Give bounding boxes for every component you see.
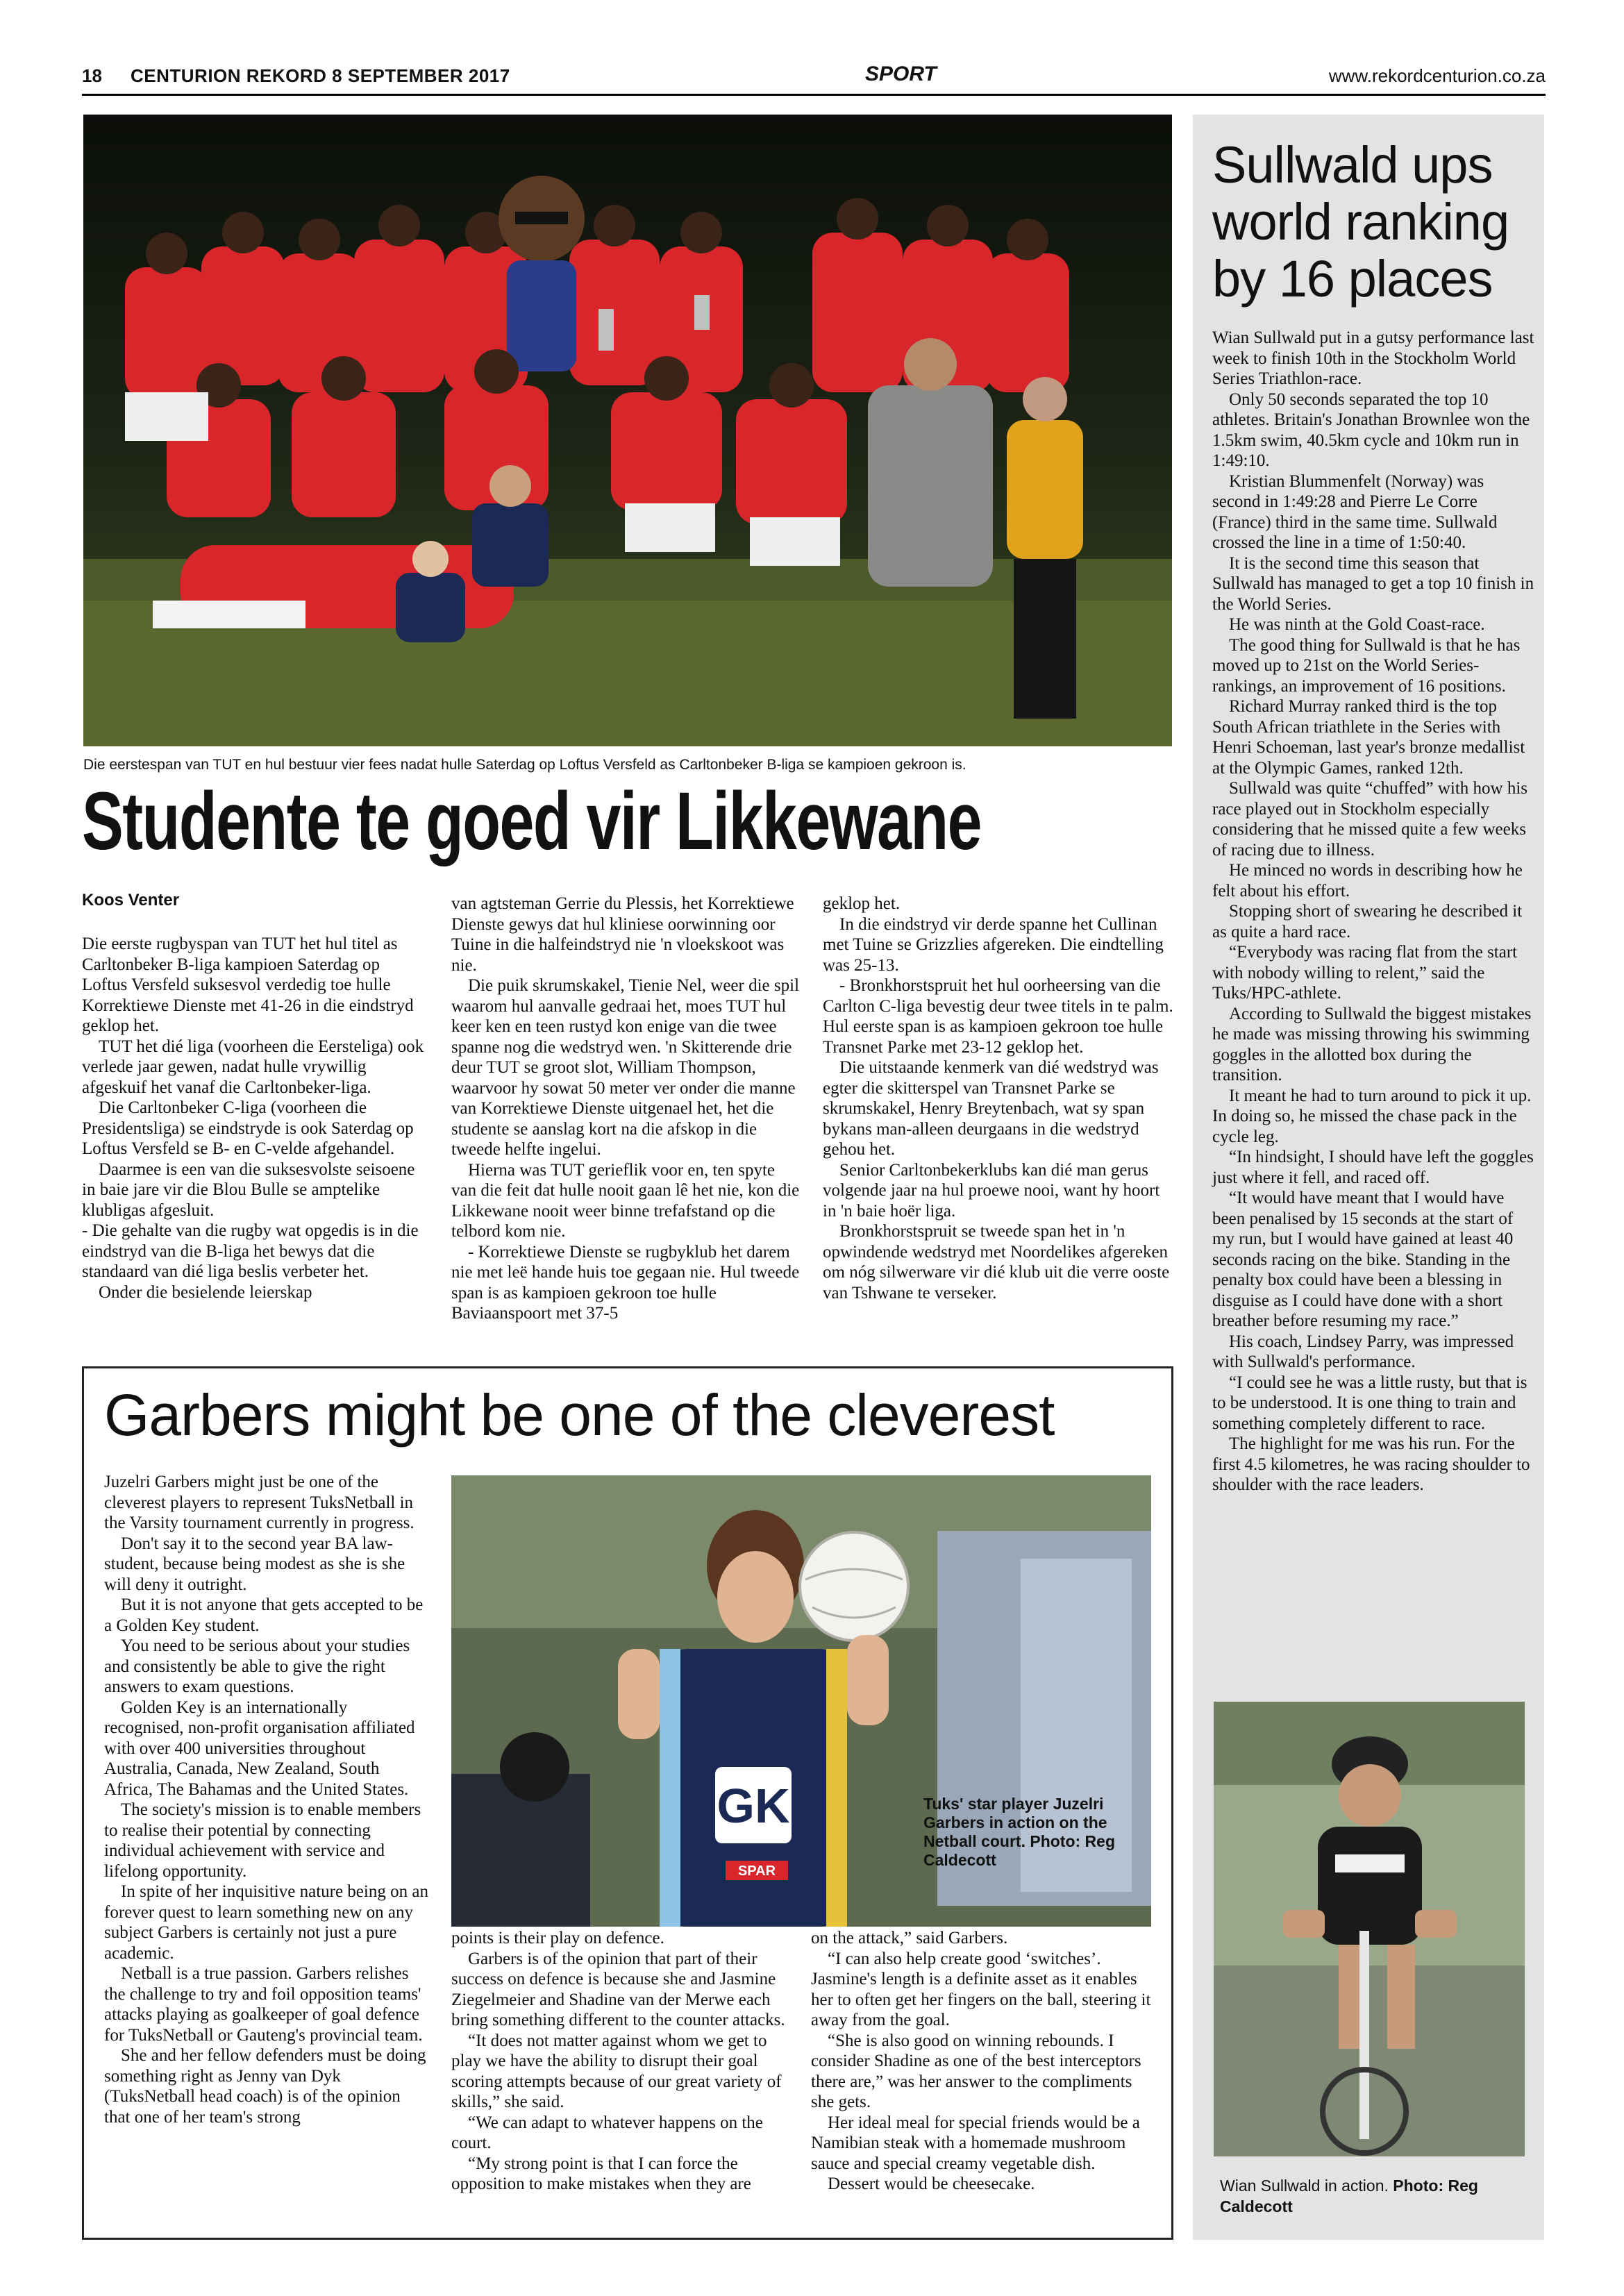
paragraph: “She is also good on winning rebounds. I consider Shadine as one of the best interceptors there are,” was her answer to the compliments she gets. [811, 2031, 1141, 2111]
paragraph: - Die gehalte van die rugby wat opgedis is in die eindstryd van die B-liga het bewys dat die standaard van dié liga beslis verbeter het. [82, 1221, 419, 1281]
paragraph: Richard Murray ranked third is the top South African triathlete in the Series with Henri Schoeman, last year's bronze medallist at the Olympic Games, ranked 12th. [1212, 697, 1525, 778]
netball-photo [451, 1475, 1151, 1927]
paragraph: van agtsteman Gerrie du Plessis, het Korrektiewe Dienste gewys dat hul kliniese oorwinning oor Tuine in die halfeindstryd nie 'n vloekskoot was nie. [451, 894, 794, 975]
paragraph: geklop het. [823, 894, 901, 913]
paragraph: Die puik skrumskakel, Tienie Nel, weer die spil waarom hul aanvalle gedraai het, moes TUT hul keer ken en teen rustyd kon enige van die twee spanne nog die wedstryd wen. 'n Skitterende drie deur TUT se groot slot, William Thompson, waarvoor hy sowat 50 meter ver onder die manne van Korrektiewe Dienste uitgenael het, het die studente se aanslag kort na die afskop in die tweede helfte ingelui. [451, 976, 800, 1159]
paragraph: The highlight for me was his run. For the first 4.5 kilometres, he was racing shoulder to shoulder with the race leaders. [1212, 1434, 1530, 1494]
publication-date: CENTURION REKORD 8 SEPTEMBER 2017 [131, 65, 510, 86]
paragraph: Kristian Blummenfelt (Norway) was second in 1:49:28 and Pierre Le Corre (France) third in the same time. Sullwald crossed the line in a time of 1:50:40. [1212, 471, 1498, 552]
paragraph: Her ideal meal for special friends would be a Namibian steak with a homemade mushroom sauce and special creamy vegetable dish. [811, 2113, 1140, 2173]
paragraph: Hierna was TUT gerieflik voor en, ten spyte van die feit dat hulle nooit gaan lê het nie, kon die Likkewane nooit weer binne trefafstand op die telbord kom nie. [451, 1160, 800, 1241]
netball-photo-caption: Tuks' star player Juzelri Garbers in action on the Netball court. Photo: Reg Caldecott [923, 1795, 1115, 1869]
paragraph: “I could see he was a little rusty, but that is to be understood. It is one thing to train and something completely different to race. [1212, 1373, 1527, 1433]
paragraph: The society's mission is to enable members to realise their potential by connecting individual achievement with service and lifelong opportunity. [104, 1800, 421, 1881]
paragraph: But it is not anyone that gets accepted to be a Golden Key student. [104, 1595, 424, 1635]
paragraph: “I can also help create good ‘switches’. Jasmine's length is a definite asset as it enables her to often get her fingers on the ball, steering it away from the goal. [811, 1949, 1151, 2029]
paragraph: Die Carltonbeker C-liga (voorheen die Presidentsliga) se eindstryde is ook Saterdag op Loftus Versfeld se B- en C-velde afgehandel. [82, 1098, 414, 1158]
rugby-headline: Studente te goed vir Likkewane [82, 776, 981, 867]
header-rule [82, 94, 1546, 96]
player-bib-text: GK [717, 1779, 790, 1833]
paragraph: Only 50 seconds separated the top 10 athletes. Britain's Jonathan Brownlee won the 1.5km swim, 40.5km cycle and 10km run in 1:49:10. [1212, 389, 1530, 470]
paragraph: “It would have meant that I would have been penalised by 15 seconds at the start of my run, but I would have gained at least 40 seconds racing on the bike. Standing in the penalty box could have been a blessing in disguise as I could have done with a short breather before resuming my race.” [1212, 1189, 1514, 1330]
paragraph: Juzelri Garbers might just be one of the cleverest players to represent TuksNetball in the Varsity tournament currently in progress. [104, 1473, 415, 1532]
garbers-column-1 [104, 1472, 430, 2127]
paragraph: His coach, Lindsey Parry, was impressed with Sullwald's performance. [1212, 1332, 1514, 1371]
paragraph: Onder die besielende leierskap [99, 1282, 312, 1302]
paragraph: Netball is a true passion. Garbers relishes the challenge to try and foil opposition teams' attacks playing as goalkeeper of goal defence for TuksNetball or Gauteng's provincial team. [104, 1964, 423, 2045]
paragraph: “Everybody was racing flat from the start with nobody willing to relent,” said the Tuks/HPC-athlete. [1212, 943, 1518, 1003]
rugby-photo-illustration [83, 115, 1172, 746]
paragraph: Die eerste rugbyspan van TUT het hul titel as Carltonbeker B-liga kampioen Saterdag op Loftus Versfeld suksesvol verdedig toe hulle Korrektiewe Dienste met 41-26 in die eindstryd geklop het. [82, 935, 414, 1035]
paragraph: It is the second time this season that Sullwald has managed to get a top 10 finish in the World Series. [1212, 553, 1534, 614]
rugby-column-1 [82, 934, 429, 1302]
sullwald-body [1212, 328, 1535, 1495]
paragraph: She and her fellow defenders must be doing something right as Jenny van Dyk (TuksNetball head coach) is of the opinion that one of her team's strong [104, 2046, 426, 2127]
paragraph: Garbers is of the opinion that part of their success on defence is because she and Jasmine Ziegelmeier and Shadine van der Merwe each bring something different to the counter attacks. [451, 1949, 785, 2029]
page-header [82, 61, 1546, 89]
paragraph: Wian Sullwald put in a gutsy performance last week to finish 10th in the Stockholm World Series Triathlon-race. [1212, 328, 1534, 388]
paragraph: on the attack,” said Garbers. [811, 1929, 1008, 1947]
paragraph: points is their play on defence. [451, 1929, 664, 1947]
paragraph: “My strong point is that I can force the opposition to make mistakes when they are [451, 2154, 751, 2193]
paragraph: - Bronkhorstspruit het hul oorheersing van die Carlton C-liga bevestig deur twee titels in te palm. Hul eerste span is as kampioen gekroon toe hulle Transnet Parke met 23-12 geklop het. [823, 976, 1173, 1057]
paragraph: Daarmee is een van die suksesvolste seisoene in baie jare vir die Blou Bulle se amptelike klubligas afgesluit. [82, 1159, 415, 1220]
garbers-column-3 [811, 1928, 1155, 2195]
paragraph: He was ninth at the Gold Coast-race. [1229, 615, 1485, 634]
paragraph: Senior Carltonbekerklubs kan dié man gerus volgende jaar na hul proewe nooi, want hy hoort in 'n baie hoër liga. [823, 1160, 1160, 1221]
cyclist-caption-text: Wian Sullwald in action. [1220, 2177, 1393, 2195]
rugby-column-2 [451, 894, 802, 1324]
paragraph: It meant he had to turn around to pick it up. In doing so, he missed the chase pack in the cycle leg. [1212, 1086, 1532, 1146]
paragraph: Dessert would be cheesecake. [828, 2175, 1035, 2193]
paragraph: Bronkhorstspruit se tweede span het in 'n opwindende wedstryd met Noordelikes afgereken om nóg silwerware vir dié klub uit die verre ooste van Tshwane te verseker. [823, 1222, 1170, 1302]
sponsor-logo-text: SPAR [737, 1863, 776, 1879]
paragraph: Golden Key is an internationally recognised, non-profit organisation affiliated with over 400 universities throughout Australia, Canada, New Zealand, South Africa, The Bahamas and the United States. [104, 1698, 415, 1799]
paragraph: Don't say it to the second year BA law-student, because being modest as she is she will deny it outright. [104, 1534, 405, 1594]
rugby-column-3 [823, 894, 1173, 1303]
paragraph: According to Sullwald the biggest mistakes he made was missing throwing his swimming goggles in the allotted box during the transition. [1212, 1004, 1532, 1084]
paragraph: The good thing for Sullwald is that he has moved up to 21st on the World Series-rankings, an improvement of 16 positions. [1212, 635, 1521, 696]
cyclist-photo-illustration [1214, 1702, 1525, 2156]
page-number: 18 [82, 65, 102, 86]
paragraph: TUT het dié liga (voorheen die Eersteliga) ook verlede jaar gewen, nadat hulle vrywillig afgeskuif het vanaf die Carltonbeker-liga. [82, 1037, 424, 1097]
paragraph: Sullwald was quite “chuffed” with how his race played out in Stockholm especially considering that he missed quite a few weeks of racing due to illness. [1212, 779, 1528, 860]
paragraph: He minced no words in describing how he felt about his effort. [1212, 861, 1523, 900]
garbers-column-2 [451, 1928, 792, 2195]
paragraph: “We can adapt to whatever happens on the court. [451, 2113, 763, 2152]
paragraph: In die eindstryd vir derde spanne het Cullinan met Tuine se Grizzlies afgereken. Die eindtelling was 25-13. [823, 914, 1164, 975]
rugby-byline: Koos Venter [82, 891, 180, 910]
rugby-team-photo [83, 115, 1172, 746]
paragraph: Stopping short of swearing he described it as quite a hard race. [1212, 902, 1523, 941]
rugby-photo-caption: Die eerstespan van TUT en hul bestuur vier fees nadat hulle Saterdag op Loftus Versfeld as Carltonbeker B-liga se kampioen gekroon is. [83, 757, 966, 773]
cyclist-photo [1214, 1702, 1525, 2156]
sullwald-headline: Sullwald ups world ranking by 16 places [1212, 136, 1509, 308]
garbers-headline: Garbers might be one of the cleverest [104, 1382, 1055, 1448]
paragraph: You need to be serious about your studies and consistently be able to give the right answers to exam questions. [104, 1636, 410, 1696]
paragraph: “In hindsight, I should have left the goggles just where it fell, and raced off. [1212, 1148, 1534, 1187]
paragraph: - Korrektiewe Dienste se rugbyklub het darem nie met leë hande huis toe gegaan nie. Hul tweede span is as kampioen gekroon toe hulle Baviaanspoort met 37-5 [451, 1242, 800, 1323]
cyclist-caption [1220, 2175, 1525, 2217]
paragraph: In spite of her inquisitive nature being on an forever quest to learn something new on any subject Garbers is certainly not just a pure academic. [104, 1882, 428, 1963]
section-label: SPORT [865, 62, 937, 85]
website-link[interactable]: www.rekordcenturion.co.za [1328, 65, 1546, 86]
paragraph: Die uitstaande kenmerk van dié wedstryd was egter die skitterspel van Transnet Parke se skrumskakel, Henry Breytenbach, wat sy span bykans man-alleen deurgaans in die wedstryd gehou het. [823, 1058, 1159, 1159]
cyclist-photo-credit: Photo: Reg Caldecott [1220, 2177, 1478, 2215]
paragraph: “It does not matter against whom we get to play we have the ability to disrupt their goal scoring attempts because of our great variety of skills,” she said. [451, 2031, 782, 2111]
